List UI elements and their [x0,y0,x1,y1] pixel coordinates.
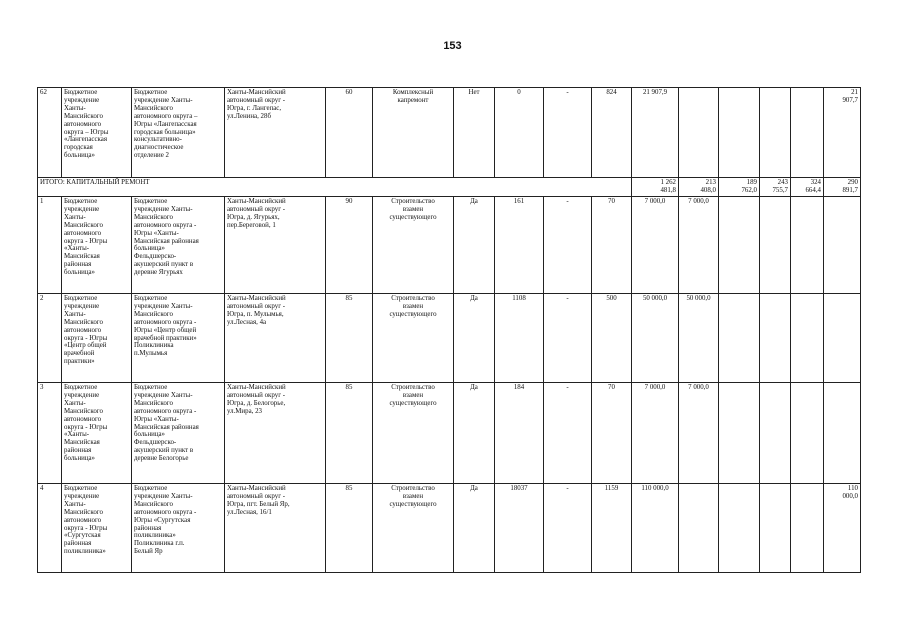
cell-line: районная [64,447,92,455]
cell-line: Строительство [391,485,435,492]
cell-line: Ханты-Мансийский [227,485,286,492]
cell-line: Фельдшерско- [134,439,177,447]
year-cell [760,88,791,178]
cell-line: 110 [847,485,858,492]
table-row [38,197,861,294]
address-cell [225,383,326,484]
cell-line: учреждение [64,492,100,500]
recipient-cell [62,197,132,294]
cell-line: взамен [402,492,424,500]
year-cell [824,88,861,178]
cell-line: учреждение [64,391,100,399]
customer-cell [132,294,225,383]
cell-line: больница» [134,431,166,439]
year-cell [824,294,861,383]
cell-line: ул.Ленина, 28б [227,112,271,120]
value-cell: 1159 [592,484,632,573]
cell-line: ул.Лесная, 4а [227,318,267,326]
total-value-cell [760,178,791,197]
cell-line: 1 262 [660,179,676,186]
table-row [38,383,861,484]
cell-line: пер.Береговой, 1 [227,221,276,229]
cell-line: Белый Яр [134,548,163,556]
cell-line: «Ханты- [64,431,90,439]
flag-cell: Нет [454,88,495,178]
cell-line: Бюджетное [134,89,168,96]
cell-line: Бюджетное [64,384,98,391]
cell-line: Ханты- [64,104,86,112]
cell-line: больница» [64,455,96,463]
cell-line: Югра, п. Мулымья, [227,310,284,318]
flag-cell: Да [454,294,495,383]
cell-line: учреждение Ханты- [134,492,193,500]
page-number: 153 [443,40,462,52]
cell-line: Мансийского [134,310,173,318]
cell-line: 21 [851,89,858,96]
cell-line: 408,0 [700,186,716,194]
cell-line: Бюджетное [134,384,168,391]
cell-line: 290 [847,179,858,186]
year-cell [791,294,824,383]
cell-line: взамен [402,302,424,310]
cost-total-cell: 50 000,0 [632,294,679,383]
cell-line: акушерский пункт в [134,261,194,269]
total-value-cell [679,178,719,197]
cell-line: Ханты- [64,213,86,221]
cell-line: Поликлиника г.п. [134,540,185,548]
cell-line: учреждение Ханты- [134,96,193,104]
work-type-cell [373,197,454,294]
cell-line: Бюджетное [64,89,98,96]
table-row [38,484,861,573]
cell-line: Мансийского [64,318,103,326]
cell-line: Поликлиника [134,342,174,350]
cell-line: Ханты-Мансийский [227,89,286,96]
cell-line: округа - Югры [64,423,108,431]
cell-line: существующего [389,500,437,508]
cell-line: «Ханты- [64,245,90,253]
cell-line: Югра, д. Белогорье, [227,399,286,407]
cell-line: районная [134,524,162,532]
year-cell: 50 000,0 [679,294,719,383]
cell-line: 891,7 [842,186,858,194]
cost-total-cell: 7 000,0 [632,197,679,294]
cell-line: врачебной [64,350,95,358]
cell-line: учреждение Ханты- [134,205,193,213]
cell-line: «Сургутская [64,532,101,540]
cell-line: Мансийского [64,508,103,516]
total-value-cell [791,178,824,197]
cell-line: Бюджетное [64,485,98,492]
cell-line: Ханты- [64,500,86,508]
cost-total-cell: 21 907,9 [632,88,679,178]
object-table [37,87,861,573]
cell-line: ул.Лесная, 16/1 [227,508,272,516]
cell-line: учреждение [64,96,100,104]
cell-line: округа – Югры [64,128,109,136]
year-cell [824,383,861,484]
cell-line: больница» [134,245,166,253]
cell-line: Мансийская [64,253,100,261]
cell-line: 481,8 [660,186,676,194]
total-row [38,178,861,197]
cell-line: Бюджетное [134,295,168,302]
address-cell [225,197,326,294]
cell-line: поликлиника» [64,548,106,556]
year-cell [760,197,791,294]
year-cell [824,484,861,573]
row-number: 4 [38,484,62,573]
cell-line: Ханты-Мансийский [227,295,286,302]
value-cell: 0 [495,88,544,178]
cell-line: городская больница» [134,128,196,136]
cell-line: 762,0 [741,186,757,194]
cell-line: округа - Югры [64,237,108,245]
cell-line: деревне Белогорье [134,455,189,463]
cell-line: Ханты-Мансийский [227,384,286,391]
cell-line: автономный округ - [227,96,286,104]
flag-cell: Да [454,484,495,573]
cell-line: автономный округ - [227,302,286,310]
cell-line: практики» [64,358,95,366]
cell-line: больница» [64,269,96,277]
cell-line: Мансийского [134,213,173,221]
cell-line: Бюджетное [64,295,98,302]
cell-line: автономный округ - [227,205,286,213]
cell-line: округа - Югры [64,334,108,342]
cell-line: автономный округ - [227,492,286,500]
cell-line: Строительство [391,384,435,391]
cell-line: автономного округа – [134,112,198,120]
cell-line: автономного [64,516,102,524]
cell-line: существующего [389,213,437,221]
cell-line: учреждение Ханты- [134,391,193,399]
year-cell [760,383,791,484]
cell-line: Ханты- [64,399,86,407]
cell-line: диагностическое [134,144,184,152]
cell-line: Мансийского [134,399,173,407]
cell-line: учреждение Ханты- [134,302,193,310]
value-cell: 1108 [495,294,544,383]
cell-line: автономного [64,415,102,423]
cell-line: Строительство [391,295,435,302]
cell-line: автономного округа - [134,318,197,326]
cell-line: 324 [810,179,821,186]
cell-line: 000,0 [842,492,858,500]
cell-line: автономного [64,229,102,237]
cell-line: Мансийского [64,112,103,120]
cell-line: деревне Ягурьях [134,269,183,277]
cell-line: консультативно- [134,136,182,144]
work-type-cell [373,294,454,383]
cell-line: Югры «Ханты- [134,415,179,423]
flag-cell: Да [454,383,495,484]
cell-line: Бюджетное [64,198,98,205]
recipient-cell [62,294,132,383]
year-cell [719,197,760,294]
cell-line: учреждение [64,205,100,213]
cell-line: Югры «Сургутская [134,516,191,524]
customer-cell [132,197,225,294]
customer-cell [132,484,225,573]
value-cell: 824 [592,88,632,178]
cell-line: Мансийская [64,439,100,447]
cell-line: Югра, г. Лангепас, [227,104,282,112]
cell-line: ул.Мира, 23 [227,407,262,415]
address-cell [225,294,326,383]
row-number: 2 [38,294,62,383]
year-cell [719,294,760,383]
value-cell: - [544,197,592,294]
cell-line: Югры «Лангепасская [134,120,197,128]
cell-line: Мансийского [134,500,173,508]
cell-line: поликлиника» [134,532,176,540]
cell-line: районная [64,540,92,548]
cell-line: отделение 2 [134,152,169,160]
cell-line: Бюджетное [134,485,168,492]
year-cell [791,88,824,178]
work-type-cell [373,383,454,484]
year-cell [760,484,791,573]
value-cell: 18037 [495,484,544,573]
year-cell [791,484,824,573]
cell-line: 755,7 [772,186,788,194]
year-cell [824,197,861,294]
total-value-cell [824,178,861,197]
cell-line: больница» [64,152,96,160]
cell-line: автономного [64,120,102,128]
cell-line: существующего [389,310,437,318]
cell-line: городская [64,144,93,152]
cell-line: 189 [746,179,757,186]
year-cell [760,294,791,383]
cell-line: Ханты- [64,310,86,318]
cell-line: Мансийского [64,407,103,415]
year-cell [719,484,760,573]
cell-line: 907,7 [842,96,858,104]
cell-line: Югры «Ханты- [134,229,179,237]
value-cell: - [544,383,592,484]
customer-cell [132,88,225,178]
cell-line: акушерский пункт в [134,447,194,455]
year-cell [679,88,719,178]
cell-line: автономный округ - [227,391,286,399]
cell-line: Мансийского [64,221,103,229]
year-cell: 7 000,0 [679,197,719,294]
capacity-cell: 85 [326,383,373,484]
year-cell: 7 000,0 [679,383,719,484]
address-cell [225,484,326,573]
cell-line: Строительство [391,198,435,205]
value-cell: - [544,484,592,573]
cell-line: Комплексный [392,89,434,96]
cell-line: п.Мулымья [134,350,168,358]
cell-line: округа - Югры [64,524,108,532]
recipient-cell [62,383,132,484]
customer-cell [132,383,225,484]
value-cell: 161 [495,197,544,294]
cell-line: автономного округа - [134,407,197,415]
capacity-cell: 90 [326,197,373,294]
work-type-cell [373,88,454,178]
value-cell: 70 [592,383,632,484]
total-value-cell [632,178,679,197]
row-number: 1 [38,197,62,294]
value-cell: - [544,88,592,178]
cell-line: существующего [389,399,437,407]
cell-line: «Лангепасская [64,136,107,144]
cell-line: Мансийская районная [134,423,199,431]
cell-line: врачебной практики» [134,334,197,342]
capacity-cell: 60 [326,88,373,178]
total-label: ИТОГО: КАПИТАЛЬНЫЙ РЕМОНТ [38,178,632,197]
year-cell [791,383,824,484]
capacity-cell: 85 [326,484,373,573]
total-value-cell [719,178,760,197]
cell-line: Ханты-Мансийский [227,198,286,205]
cell-line: Фельдшерско- [134,253,177,261]
cell-line: Бюджетное [134,198,168,205]
row-number: 62 [38,88,62,178]
cell-line: 664,4 [805,186,821,194]
row-number: 3 [38,383,62,484]
cell-line: «Центр общей [64,342,107,350]
year-cell [791,197,824,294]
cell-line: капремонт [397,96,429,104]
recipient-cell [62,88,132,178]
cell-line: автономного округа - [134,508,197,516]
value-cell: - [544,294,592,383]
flag-cell: Да [454,197,495,294]
cell-line: Югры «Центр общей [134,326,197,334]
capacity-cell: 85 [326,294,373,383]
cell-line: 243 [777,179,788,186]
cell-line: Югра, д. Ягурьях, [227,213,280,221]
cell-line: автономного округа - [134,221,197,229]
work-type-cell [373,484,454,573]
cell-line: взамен [402,391,424,399]
cell-line: 213 [705,179,716,186]
table-row [38,294,861,383]
cell-line: Мансийского [134,104,173,112]
address-cell [225,88,326,178]
cost-total-cell: 7 000,0 [632,383,679,484]
year-cell [679,484,719,573]
value-cell: 500 [592,294,632,383]
cell-line: районная [64,261,92,269]
cell-line: автономного [64,326,102,334]
year-cell [719,383,760,484]
cell-line: Югра, пгт. Белый Яр, [227,500,290,508]
cell-line: взамен [402,205,424,213]
cell-line: учреждение [64,302,100,310]
value-cell: 184 [495,383,544,484]
cost-total-cell: 110 000,0 [632,484,679,573]
value-cell: 70 [592,197,632,294]
cell-line: Мансийская районная [134,237,199,245]
table-row [38,88,861,178]
recipient-cell [62,484,132,573]
year-cell [719,88,760,178]
